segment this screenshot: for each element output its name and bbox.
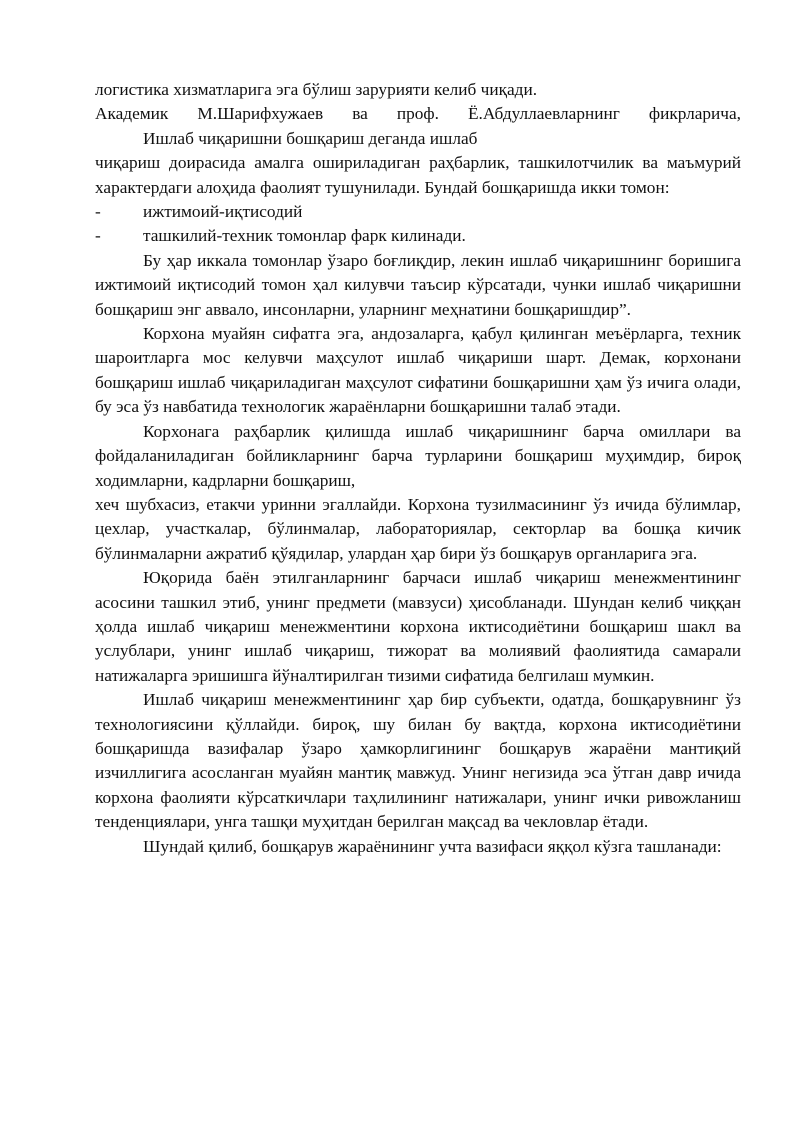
paragraph-8: хеч шубхасиз, етакчи уринни эгаллайди. Корхона тузилмасининг ўз ичида бўлимлар, цехлар, участкалар, бўлинмалар, лабораториялар, секторлар ва бошқа кичик бўлинмаларни ажратиб қўядилар, улардан ҳар бири ўз бошқарув органларига эга. xyxy=(95,494,741,563)
paragraph-7: Корхонага раҳбарлик қилишда ишлаб чиқаришнинг барча омиллари ва фойдаланиладиган бойликларнинг барча турларини бошқариш муҳимдир, бироқ ходимларни, кадрларни бошқариш, xyxy=(95,421,741,490)
paragraph-3: Ишлаб чиқаришни бошқариш деганда ишлаб xyxy=(143,128,478,148)
list-marker: - xyxy=(95,226,101,246)
list-item xyxy=(95,224,741,248)
paragraph-4: чиқариш доирасида амалга ошириладиган раҳбарлик, ташкилотчилик ва маъмурий характердаги алоҳида фаолият тушунилади. Бундай бошқаришда икки томон: xyxy=(95,153,741,197)
list-item xyxy=(95,200,741,224)
paragraph-5: Бу ҳар иккала томонлар ўзаро боғлиқдир, лекин ишлаб чиқаришнинг боришига ижтимоий иқтисодий томон ҳал килувчи таъсир кўрсатади, чунки ишлаб чиқаришни бошқариш энг аввало, инсонларни, уларнинг меҳнатини бошқаришдир”. xyxy=(95,250,741,319)
list-item-text: ижтимоий-иқтисодий xyxy=(143,202,303,222)
paragraph-2: Академик М.Шарифхужаев ва проф. Ё.Абдуллаевларнинг фикрларича, xyxy=(95,104,741,124)
paragraph-11: Шундай қилиб, бошқарув жараёнининг учта вазифаси яққол кўзга ташланади: xyxy=(143,836,722,856)
paragraph-6: Корхона муайян сифатга эга, андозаларга, қабул қилинган меъёрларга, техник шароитларга мос келувчи маҳсулот ишлаб чиқариши шарт. Демак, корхонани бошқариш ишлаб чиқариладиган маҳсулот сифатини бошқаришни ҳам ўз ичига олади, бу эса ўз навбатида технологик жараёнларни бошқаришни талаб этади. xyxy=(95,324,741,417)
list-marker: - xyxy=(95,202,101,222)
paragraph-10: Ишлаб чиқариш менежментининг ҳар бир субъекти, одатда, бошқарувнинг ўз технологиясини қўллайди. бироқ, шу билан бу вақтда, корхона иктисодиётини бошқаришда вазифалар ўзаро ҳамкорлигининг бошқарув жараёни мантиқий изчиллигига асосланган муайян мантиқ мавжуд. Унинг негизида эса ўтган давр ичида корхона фаолияти кўрсаткичлари таҳлилининг натижалари, унинг ички ривожланиш тенденциялари, унга ташқи муҳитдан берилган мақсад ва чекловлар ётади. xyxy=(95,690,741,832)
list-item-text: ташкилий-техник томонлар фарк килинади. xyxy=(143,226,466,246)
paragraph-1: логистика хизматларига эга бўлиш зарурияти келиб чиқади. xyxy=(95,80,538,99)
paragraph-9: Юқорида баён этилганларнинг барчаси ишлаб чиқариш менежментининг асосини ташкил этиб, унинг предмети (мавзуси) ҳисобланади. Шундан келиб чиққан ҳолда ишлаб чиқариш менежментини корхона иктисодиётини бошқариш шакл ва услублари, унинг ишлаб чиқариш, тижорат ва молиявий фаолиятида самарали натижаларга эришишга йўналтирилган тизими сифатида белгилаш мумкин. xyxy=(95,568,741,685)
document-body xyxy=(95,78,741,859)
